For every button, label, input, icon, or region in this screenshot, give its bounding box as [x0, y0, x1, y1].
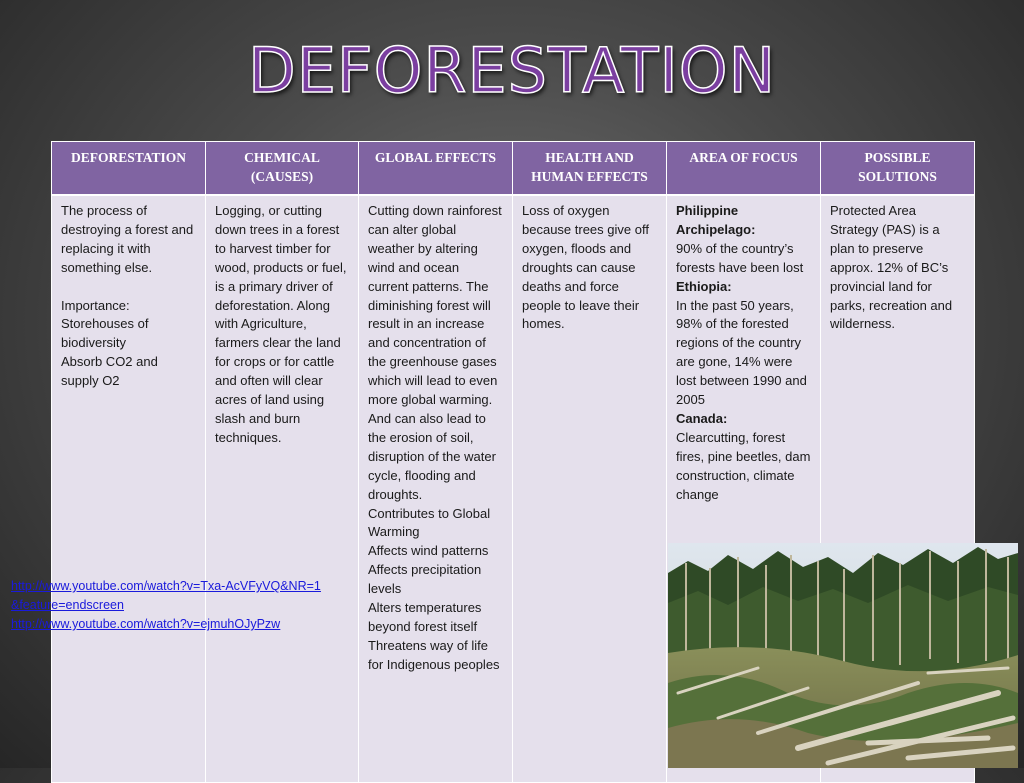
cell-health — [513, 195, 667, 783]
cell-global-effects — [359, 195, 513, 783]
philippines-label: Philippine Archipelago: — [676, 203, 756, 237]
header-deforestation: DEFORESTATION — [52, 142, 206, 196]
deforestation-photo — [668, 543, 1018, 768]
header-health-human-effects: HEALTH AND HUMAN EFFECTS — [513, 142, 667, 196]
ethiopia-label: Ethiopia: — [676, 278, 732, 294]
video-link-1[interactable]: http://www.youtube.com/watch?v=Txa-AcVFyVQ&NR=1&feature=endscreen — [11, 579, 321, 612]
canada-text: Clearcutting, forest fires, pine beetles, dam construction, climate change — [676, 429, 811, 502]
header-possible-solutions: POSSIBLE SOLUTIONS — [821, 142, 975, 196]
video-links — [11, 577, 323, 634]
ethiopia-text: In the past 50 years, 98% of the forested regions of the country are gone, 14% were lost between 1990 and 2005 — [676, 297, 807, 408]
cell-causes — [206, 195, 359, 783]
global-effects-text: Cutting down rainforest can alter global weather by altering wind and ocean current patterns. The diminishing forest will result in an increase and concentration of the greenhouse gases which will lead to even more global warming. And can also lead to the erosion of soil, disruption of the water cycle, flooding and droughts. — [368, 203, 502, 502]
philippines-text: 90% of the country’s forests have been lost — [676, 240, 804, 275]
canada-label: Canada: — [676, 410, 728, 426]
header-global-effects: GLOBAL EFFECTS — [359, 142, 513, 196]
global-effect-line: Affects precipitation levels — [368, 562, 482, 597]
header-area-of-focus: AREA OF FOCUS — [667, 142, 821, 196]
importance-line: Absorb CO2 and supply O2 — [61, 354, 158, 389]
solutions-text: Protected Area Strategy (PAS) is a plan to preserve approx. 12% of BC’s provincial land for parks, recreation and wilderness. — [830, 203, 953, 332]
global-effect-line: Affects wind patterns — [368, 543, 489, 559]
importance-line: Storehouses of biodiversity — [61, 316, 149, 351]
global-effect-line: Alters temperatures beyond forest itself — [368, 600, 482, 634]
slide-title: DEFORESTATION — [248, 34, 776, 107]
health-text: Loss of oxygen because trees give off oxygen, floods and droughts can cause deaths and force people to leave their homes. — [522, 203, 649, 332]
video-link-2[interactable]: http://www.youtube.com/watch?v=ejmuhOJyPzw — [11, 617, 281, 631]
importance-label: Importance: — [61, 297, 130, 313]
table-header-row — [52, 142, 975, 196]
global-effect-line: Threatens way of life for Indigenous peoples — [368, 637, 500, 672]
cell-deforestation — [52, 195, 206, 783]
causes-text: Logging, or cutting down trees in a forest to harvest timber for wood, products or fuel, is a primary driver of deforestation. Along with Agriculture, farmers clear the land for crops or for cattle and often will clear acres of land using slash and burn techniques. — [215, 203, 347, 445]
definition-text: The process of destroying a forest and replacing it with something else. — [61, 203, 194, 275]
header-chemical-causes: CHEMICAL (CAUSES) — [206, 142, 359, 196]
global-effect-line: Contributes to Global Warming — [368, 505, 491, 540]
